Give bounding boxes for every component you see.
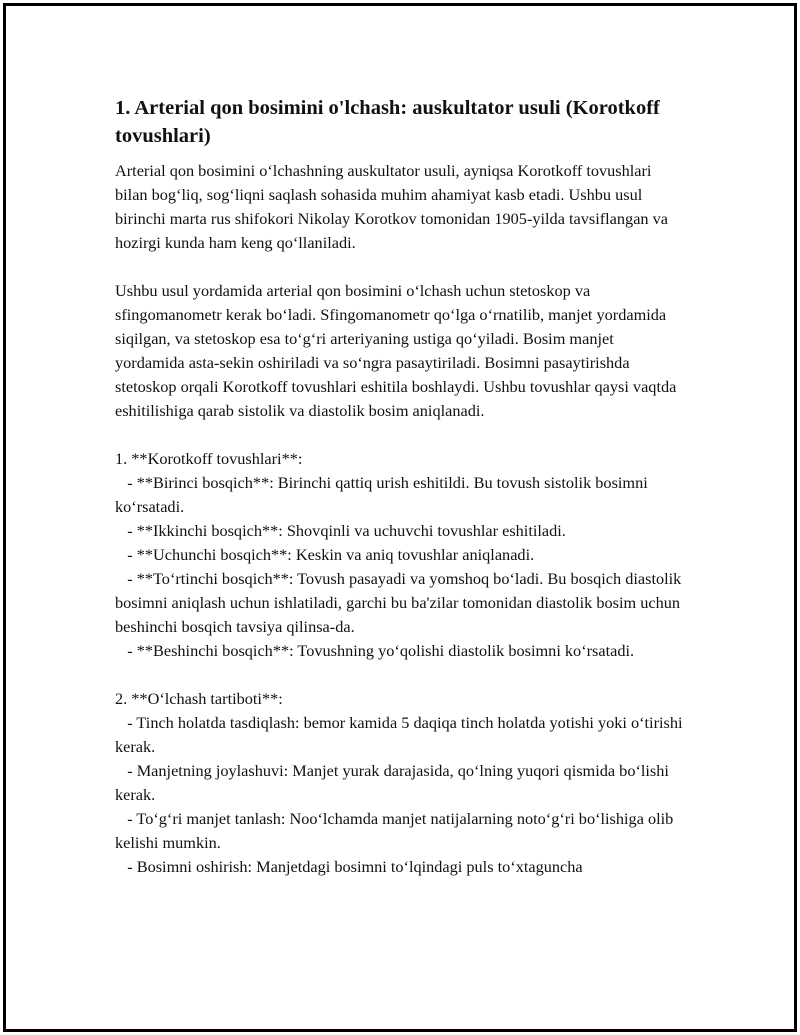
procedure-list	[115, 687, 685, 879]
list-item: - Tinch holatda tasdiqlash: bemor kamida 5 daqiqa tinch holatda yotishi yoki o‘tirishi kerak.	[115, 713, 687, 756]
list-item: - **To‘rtinchi bosqich**: Tovush pasayadi va yomshoq bo‘ladi. Bu bosqich diastolik bosimni aniqlash uchun ishlatiladi, garchi bu ba'zilar tomonidan diastolik bosim uchun beshinchi bosqich tavsiya qilinsa-da.	[115, 569, 686, 636]
spacer	[115, 663, 685, 687]
document-title: 1. Arterial qon bosimini o'lchash: auskultator usuli (Korotkoff tovushlari)	[115, 97, 660, 147]
document-body	[115, 94, 685, 879]
method-paragraph: Ushbu usul yordamida arterial qon bosimini o‘lchash uchun stetoskop va sfingomanometr kerak bo‘ladi. Sfingomanometr qo‘lga o‘rnatilib, manjet yordamida siqilgan, va stetoskop esa to‘g‘ri arteriyaning ustiga qo‘yiladi. Bosim manjet yordamida asta-sekin oshiriladi va so‘ngra pasaytiriladi. Bosimni pasaytirishda stetoskop orqali Korotkoff tovushlari eshitila boshlaydi. Ushbu tovushlar qaysi vaqtda eshitilishiga qarab sistolik va diastolik bosim aniqlanadi.	[115, 281, 681, 420]
list-item: - **Beshinchi bosqich**: Tovushning yo‘qolishi diastolik bosimni ko‘rsatadi.	[115, 641, 635, 660]
list-item: - Bosimni oshirish: Manjetdagi bosimni to‘lqindagi puls to‘xtaguncha	[115, 857, 583, 876]
list-item: - **Uchunchi bosqich**: Keskin va aniq tovushlar aniqlanadi.	[115, 545, 535, 564]
list-heading: 2. **O‘lchash tartiboti**:	[115, 689, 283, 708]
intro-paragraph: Arterial qon bosimini o‘lchashning auskultator usuli, ayniqsa Korotkoff tovushlari bilan bog‘liq, sog‘liqni saqlash sohasida muhim ahamiyat kasb etadi. Ushbu usul birinchi marta rus shifokori Nikolay Korotkov tomonidan 1905-yilda tavsiflangan va hozirgi kunda ham keng qo‘llaniladi.	[115, 161, 673, 252]
list-item: - Manjetning joylashuvi: Manjet yurak darajasida, qo‘lning yuqori qismida bo‘lishi kerak.	[115, 761, 674, 804]
list-heading: 1. **Korotkoff tovushlari**:	[115, 449, 303, 468]
list-item: - **Birinci bosqich**: Birinchi qattiq urish eshitildi. Bu tovush sistolik bosimni ko‘rsatadi.	[115, 473, 652, 516]
korotkoff-list	[115, 447, 685, 663]
list-item: - **Ikkinchi bosqich**: Shovqinli va uchuvchi tovushlar eshitiladi.	[115, 521, 566, 540]
list-item: - To‘g‘ri manjet tanlash: Noo‘lchamda manjet natijalarning noto‘g‘ri bo‘lishiga olib kelishi mumkin.	[115, 809, 678, 852]
